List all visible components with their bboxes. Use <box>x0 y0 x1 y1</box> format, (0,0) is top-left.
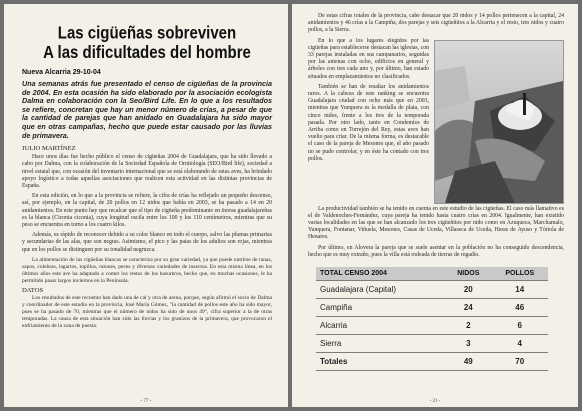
paragraph: Además, es rápido de reconocer debido a su color blanco en todo el cuerpo, salvo las plumas primarias y secundarias de las alas, que son negras. Asimismo, el pico y las patas de los adultos son rojas, mientras que en los pollos se distinguen por su tonalidad negruzca. <box>22 232 272 253</box>
table-cell: 46 <box>491 299 548 317</box>
title-line-2: A las dificultades del hombre <box>43 43 251 63</box>
table-row <box>316 299 548 317</box>
table-header-row <box>316 267 548 281</box>
right-page <box>292 4 578 407</box>
stork-nest-photo <box>434 40 564 204</box>
paragraph: Los resultados de este recuento han dado una de cal y otra de arena, porque, según afirmó el socio de Dalma y coordinador de este estudio en la provincia, José María Gómez, "la cantidad de pollos este año ha sido mayor, pues se ha pasado de 70, mientras que el número de nidos ha sido de unos 49", cifra superior a la de otras temporadas. La causa de esta situación han sido las lluvias y los granizos de la primavera, que provocaron el enfriamiento de la zona de puesta. <box>22 295 272 330</box>
paragraph: Hace unos días fue hecho público el censo de cigüeñas 2004 de Guadalajara, que ha sido llevado a cabo por Dalma, con la colaboración de la Sociedad Española de Ornitología (SEO/Bird life), sociedad a nivel estatal que, con ocasión del inventario internacional que se está elaborando de estas aves, ha brindado apoyo logístico a todas aquellas asociaciones que realicen esta actividad en las distintas provincias de España. <box>22 154 272 189</box>
table-cell: 4 <box>491 335 548 353</box>
table-cell: 3 <box>445 335 491 353</box>
article-source: Nueva Alcarria 29-10-04 <box>22 69 101 76</box>
table-cell: 70 <box>491 353 548 371</box>
table-total-row <box>316 353 548 371</box>
table-cell: Totales <box>316 353 445 371</box>
table-cell: Alcarria <box>316 317 445 335</box>
paragraph: Por último, en Alovera la pareja que se suele asentar en la población no ha conseguido descendencia, hecho que es muy extraño, pues la villa está rodeada de tierras de regadío. <box>308 244 564 258</box>
article-title <box>22 23 272 62</box>
table-cell: 24 <box>445 299 491 317</box>
table-header: TOTAL CENSO 2004 <box>316 267 445 281</box>
table-cell: Sierra <box>316 335 445 353</box>
table-cell: Guadalajara (Capital) <box>316 281 445 299</box>
paragraph: También se han de resaltar los anidamientos raros. A la cabeza de este ranking se encuentra Guadalajara ciudad con ocho más que en 2003, mientras que Yunquera es la medalla de plata, con cinco nidos, frente a los tres de la temporada pasada. Por otro lado, tanto en Condemios de Arriba como en Torrejón del Rey, estas aves han vuelto para criar. De la misma forma, es destacable el caso de la pareja de Mesones que, el año pasado no se pudo controlar, y en éste ha contado con tres pollos. <box>308 83 429 162</box>
paragraph: De estas cifras totales de la provincia, cabe destacar que 20 nidos y 14 pollos pertenecen a la capital, 24 anidamientos y 46 crías a la Campiña, dos parejas y seis cigüeñitos a la Alcarria y el resto, tres nidos y cuatro pollos, a la Sierra. <box>308 13 564 34</box>
title-line-1: Las cigüeñas sobreviven <box>57 23 237 43</box>
left-page <box>4 4 288 407</box>
table-cell: 49 <box>445 353 491 371</box>
table-row <box>316 335 548 353</box>
paragraph: En esta edición, en lo que a la provincia se refiere, la cifra de crías ha reflejado un pequeño descenso, así, por ejemplo, en la capital, de 20 pollos en 12 nidos que había en 2003, se ha pasado a 14 en 20 anidamientos. En este punto hay que recalcar que el tipo de cigüeña predominante en tierras guadalajareñas es la blanca (Ciconia ciconia), cuya longitud oscila entre los 100 y los 110 centímetros, mientras que su peso se encuentra en torno a los cuatro kilos. <box>22 193 272 228</box>
table-header: NIDOS <box>445 267 491 281</box>
table-header: POLLOS <box>491 267 548 281</box>
paragraph: La productividad también se ha tenido en cuenta en este estudio de las cigüeñas. El caso más llamativo es el de Valdenoches-Fernández, cuya pareja ha tenido hasta cuatro crías en 2004. Igualmente, han existido varias localidades en las que se han alcanzado los tres cigüeñitos por nido como en Azuqueca, Marchamalo, Yunquera, Fontanar, Viñuela, Mesones, Casas de Uceda, Villaseca de Uceda, Heras de Ayuso y Tórtola de Henares. <box>308 205 564 241</box>
table-row <box>316 317 548 335</box>
table-cell: 20 <box>445 281 491 299</box>
article-author: JULIO MARTÍNEZ <box>22 145 76 153</box>
page-number: - 77 - <box>140 399 152 404</box>
table-row <box>316 281 548 299</box>
page-number: - 21 - <box>429 399 441 404</box>
census-table <box>316 267 548 371</box>
table-cell: Campiña <box>316 299 445 317</box>
article-lead: Una semanas atrás fue presentado el censo de cigüeñas de la provincia de 2004. En esta ocasión ha sido elaborado por la asociación ecologista Dalma en colaboración con la Seo/Bird Life. En lo que a los resultados se refiere, concretan que hay un menor número de crías, a pesar de que la cantidad de parejas que han anidado en Guadalajara ha sido mayor que en otras campañas, hecho que puede estar causado por las lluvias de primavera. <box>22 79 272 140</box>
paragraph: En lo que a los lugares elegidos por las cigüeñas para establecerse destacan las iglesias, con 33 parejas instaladas en sus campanarios, seguidas por las antenas con ocho, edificios en general y árboles con tres cada uno y, por último, han estado situados en emplazamientos no clasificados. <box>308 37 429 80</box>
table-cell: 2 <box>445 317 491 335</box>
table-cell: 14 <box>491 281 548 299</box>
section-heading: DATOS <box>22 287 44 295</box>
table-cell: 6 <box>491 317 548 335</box>
paragraph: La alimentación de las cigüeñas blancas se caracteriza por su gran variedad, ya que puede nutrirse de ranas, sapos, culebras, lagartos, topillos, ratones, peces y diversas variedades de insectos. En esta misma línea, en los últimos años este ave ha adaptado a comer los restos de los basureros, hecho que, en muchas ocasiones, le ha permitido pasar largos inviernos en la Península. <box>22 256 272 284</box>
photo-wrap-section <box>308 38 564 206</box>
